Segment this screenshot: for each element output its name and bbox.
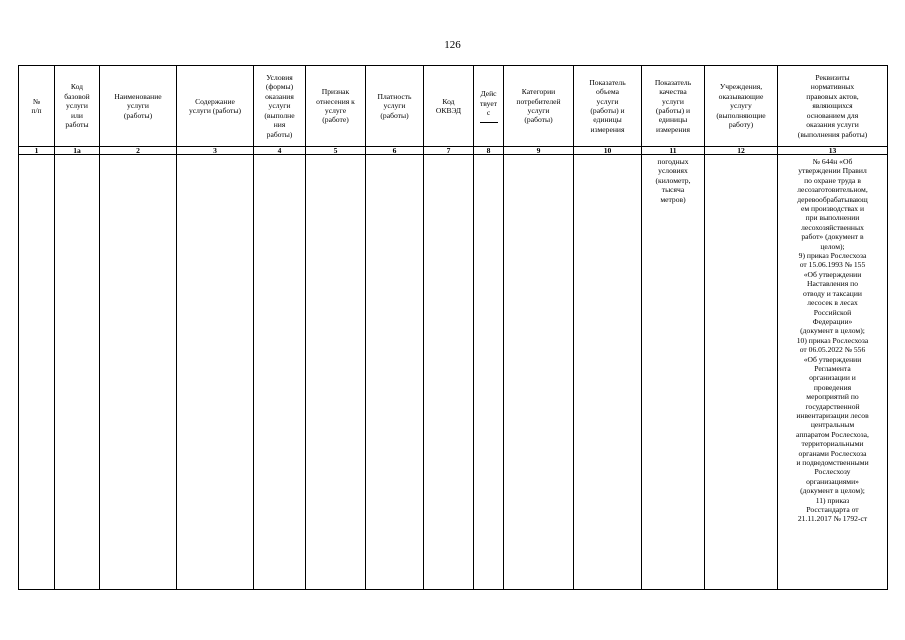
body-cell-col-3 xyxy=(100,155,177,590)
text-line: от 15.06.1993 № 155 xyxy=(799,260,866,270)
column-number-cell: 13 xyxy=(778,147,888,155)
column-number-cell: 8 xyxy=(474,147,504,155)
body-cell-col-4 xyxy=(177,155,254,590)
header-line: (выполнения работы) xyxy=(797,129,868,139)
text-line: мероприятий по xyxy=(806,392,859,402)
header-line: (работы) и xyxy=(590,106,625,115)
header-line: измерения xyxy=(590,124,625,134)
header-line: Содержание xyxy=(195,96,235,106)
text-line: отводу и таксации xyxy=(803,288,862,298)
text-line: 21.11.2017 № 1792-ст xyxy=(797,514,868,524)
text-line: аппаратом Рослесхоза, xyxy=(796,429,869,439)
header-line: Условия xyxy=(266,73,293,83)
header-line: оказания xyxy=(265,91,294,101)
header-line: с xyxy=(486,108,491,118)
header-line: Признак xyxy=(321,87,350,97)
body-cell-col-1 xyxy=(19,155,55,590)
header-row xyxy=(19,66,888,147)
column-number-cell: 7 xyxy=(424,147,474,155)
text-line: деревообрабатывающ xyxy=(797,194,868,204)
header-line: (работы) и xyxy=(655,106,691,115)
column-number-cell: 6 xyxy=(366,147,424,155)
text-line: целом); xyxy=(820,241,845,251)
text-line: 11) приказ xyxy=(815,495,850,505)
header-line: потребителей xyxy=(516,96,561,106)
header-line: услуги xyxy=(662,96,684,106)
header-cell-col-6 xyxy=(306,66,366,147)
header-cell-col-12 xyxy=(642,66,705,147)
header-cell-col-3 xyxy=(100,66,177,147)
header-line: услуги xyxy=(268,101,291,111)
header-cell-col-7 xyxy=(366,66,424,147)
header-cell-col-11 xyxy=(574,66,642,147)
header-line: услуги xyxy=(596,96,619,106)
text-line: лесохозяйственных xyxy=(801,222,864,232)
text-line: работ» (документ в xyxy=(801,232,864,242)
text-line: Федерации» xyxy=(812,316,853,326)
header-line: работу) xyxy=(728,120,754,130)
underline-mark xyxy=(480,118,498,123)
header-line: объема xyxy=(596,87,619,97)
column-number-cell: 12 xyxy=(705,147,778,155)
header-line: (формы) xyxy=(265,82,294,92)
text-line: погодных xyxy=(657,157,689,166)
column-number-cell: 5 xyxy=(306,147,366,155)
header-line: Код xyxy=(442,96,455,106)
header-line: нормативных xyxy=(810,82,855,92)
text-line: тысяча xyxy=(661,185,685,195)
text-line: по охране труда в xyxy=(804,175,861,185)
header-cell-col-4 xyxy=(177,66,254,147)
body-cell-col-9 xyxy=(474,155,504,590)
text-line: «Об утверждении xyxy=(803,269,862,279)
column-number-cell: 10 xyxy=(574,147,642,155)
text-line: 9) приказ Рослесхоза xyxy=(798,251,867,261)
text-line: от 06.05.2022 № 556 xyxy=(799,345,866,355)
body-cell-col-12 xyxy=(642,155,705,590)
text-line: «Об утверждении xyxy=(803,354,862,364)
table-row xyxy=(19,155,888,590)
column-number-cell: 3 xyxy=(177,147,254,155)
text-line: органами Рослесхоза xyxy=(798,448,867,458)
header-line: услуги xyxy=(66,101,88,111)
body-cell-col-6 xyxy=(306,155,366,590)
cell-text xyxy=(779,155,886,524)
header-line: Показатель xyxy=(654,77,692,87)
header-line: работы) xyxy=(266,129,293,139)
text-line: (километр, xyxy=(655,175,691,185)
column-number-cell: 9 xyxy=(504,147,574,155)
column-number-cell: 4 xyxy=(254,147,306,155)
header-cell-col-9 xyxy=(474,66,504,147)
header-line: оказывающие xyxy=(718,91,764,101)
text-line: Регламента xyxy=(814,363,851,373)
header-line: услуги xyxy=(127,101,149,111)
header-line: Показатель xyxy=(589,77,626,87)
header-line: или xyxy=(71,110,83,120)
header-line: (работе) xyxy=(322,115,349,125)
body-cell-col-5 xyxy=(254,155,306,590)
text-line: лесозаготовительном, xyxy=(797,185,868,195)
text-line: № 644н «Об xyxy=(812,157,853,166)
column-numbers-row xyxy=(19,147,888,155)
header-line: ния xyxy=(273,120,286,130)
header-cell-col-10 xyxy=(504,66,574,147)
column-number-cell: 1а xyxy=(55,147,100,155)
header-line: измерения xyxy=(656,124,690,134)
header-line: ОКВЭД xyxy=(435,106,462,115)
text-line: (документ в целом); xyxy=(800,486,865,496)
text-line: Рослесхозу xyxy=(814,467,851,477)
text-line: при выполнении xyxy=(805,213,860,223)
header-line: оказания услуги xyxy=(806,120,859,130)
text-line: лесосек в лесах xyxy=(807,298,858,308)
text-line: государственной xyxy=(805,401,860,411)
header-line: Категории xyxy=(521,87,556,97)
header-line: единицы xyxy=(593,115,622,125)
header-line: Учреждения, xyxy=(719,82,763,92)
text-line: условиях xyxy=(658,166,688,176)
text-line: 10) приказ Рослесхоза xyxy=(796,335,869,345)
page-number: 126 xyxy=(444,39,461,51)
header-line: Наименование xyxy=(114,91,162,101)
text-line: Наставления по xyxy=(806,279,859,289)
header-line: (выполне xyxy=(264,110,295,120)
text-line: проведения xyxy=(813,382,852,392)
body-cell-col-10 xyxy=(504,155,574,590)
header-line: (работы) xyxy=(123,110,153,120)
header-cell-col-14 xyxy=(778,66,888,147)
header-line: услугу xyxy=(730,101,752,111)
header-line: базовой xyxy=(64,91,90,101)
header-cell-col-1 xyxy=(19,66,55,147)
text-line: Российской xyxy=(813,307,852,317)
cell-text xyxy=(643,155,703,204)
text-line: и подведомственными xyxy=(796,458,869,467)
body-cell-col-7 xyxy=(366,155,424,590)
column-number-cell: 2 xyxy=(100,147,177,155)
header-line: Платность xyxy=(377,91,412,101)
header-line: качества xyxy=(659,87,687,97)
header-line: единицы xyxy=(658,115,688,125)
header-line: твует xyxy=(479,98,498,108)
header-line: услуги xyxy=(527,106,550,115)
text-line: (документ в целом); xyxy=(800,326,865,336)
body-cell-col-2 xyxy=(55,155,100,590)
header-line: Код xyxy=(70,82,84,92)
body-cell-col-8 xyxy=(424,155,474,590)
text-line: территориальными xyxy=(801,439,864,449)
header-line: Дейс xyxy=(480,89,497,99)
header-cell-col-13 xyxy=(705,66,778,147)
header-line: услуге xyxy=(324,106,347,115)
text-line: утверждении Правил xyxy=(798,166,867,176)
text-line: организациями» xyxy=(806,476,859,486)
header-line: № xyxy=(32,96,41,106)
text-line: центральным xyxy=(810,420,855,430)
column-number-cell: 1 xyxy=(19,147,55,155)
text-line: инвентаризации лесов xyxy=(796,410,869,420)
header-line: (выполняющие xyxy=(716,110,766,120)
text-line: метров) xyxy=(660,194,686,204)
body-cell-col-14 xyxy=(778,155,888,590)
header-line: являющихся xyxy=(812,101,853,111)
header-line: Реквизиты xyxy=(815,73,850,83)
header-cell-col-5 xyxy=(254,66,306,147)
text-line: ем производствах и xyxy=(800,204,865,214)
body-cell-col-13 xyxy=(705,155,778,590)
header-line: (работы) xyxy=(380,110,409,120)
text-line: Росстандарта от xyxy=(806,505,859,515)
header-line: отнесения к xyxy=(316,96,355,106)
header-line: (работы) xyxy=(524,115,553,125)
services-table xyxy=(18,65,888,590)
header-line: услуги (работы) xyxy=(188,106,242,115)
header-line: п/п xyxy=(31,106,42,115)
header-line: услуги xyxy=(383,101,406,111)
column-number-cell: 11 xyxy=(642,147,705,155)
header-line: работы xyxy=(65,120,89,130)
header-cell-col-8 xyxy=(424,66,474,147)
header-line: правовых актов, xyxy=(806,91,859,101)
header-cell-col-2 xyxy=(55,66,100,147)
header-line: основанием для xyxy=(806,110,859,120)
body-cell-col-11 xyxy=(574,155,642,590)
text-line: организации и xyxy=(809,373,856,383)
